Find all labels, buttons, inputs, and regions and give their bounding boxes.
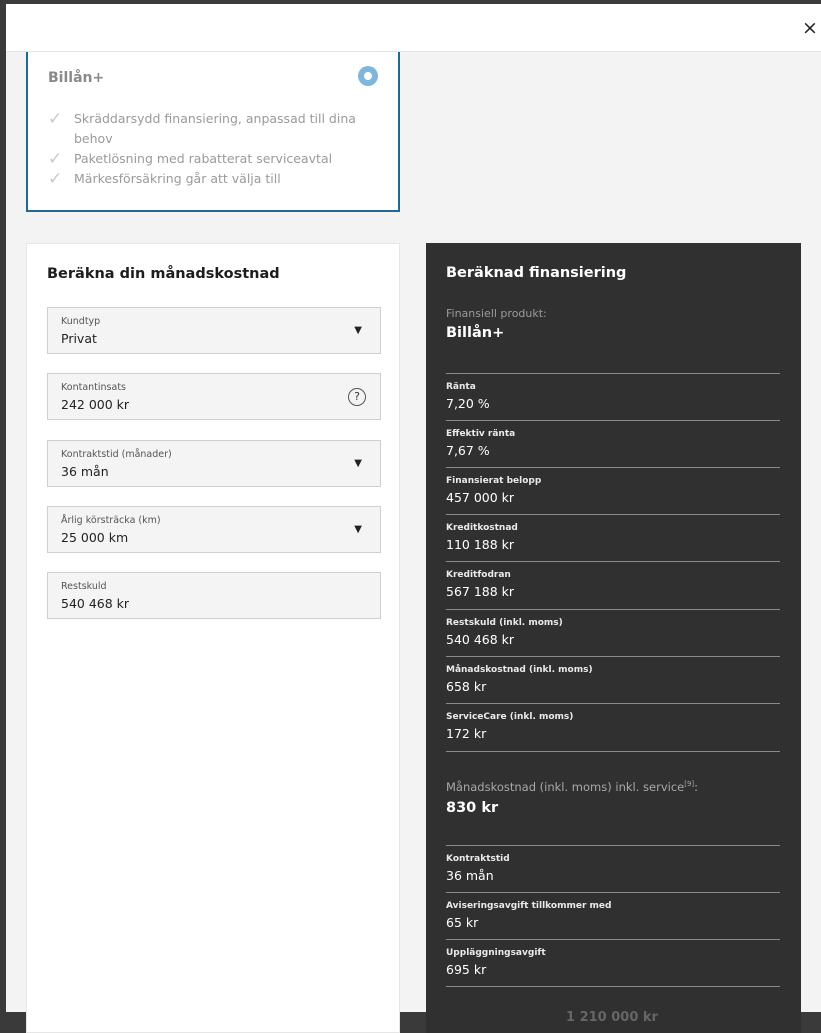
financing-summary-panel <box>426 243 801 1033</box>
modal-header <box>6 4 821 52</box>
close-icon[interactable]: × <box>802 17 818 39</box>
check-icon: ✓ <box>48 109 63 129</box>
divider <box>446 420 780 421</box>
divider <box>446 373 780 374</box>
divider <box>446 561 780 562</box>
summary-row: Uppläggningsavgift 695 kr <box>446 948 546 977</box>
footnote-ref[interactable]: [9] <box>684 780 695 789</box>
help-icon[interactable]: ? <box>348 388 366 406</box>
check-icon: ✓ <box>48 149 63 169</box>
monthly-total-value: 830 kr <box>446 800 499 816</box>
down-payment-input[interactable]: Kontantinsats 242 000 kr ? <box>47 373 381 420</box>
feature-item: ✓ Paketlösning med rabatterat serviceavtal <box>48 149 333 169</box>
divider <box>446 467 780 468</box>
caret-down-icon: ▼ <box>354 458 362 469</box>
divider <box>446 656 780 657</box>
divider <box>446 703 780 704</box>
summary-row: Aviseringsavgift tillkommer med 65 kr <box>446 901 612 930</box>
divider <box>446 986 780 987</box>
summary-row: Kreditkostnad 110 188 kr <box>446 523 518 552</box>
summary-row: Ränta 7,20 % <box>446 382 490 411</box>
product-label: Finansiell produkt: <box>446 307 547 320</box>
calculator-panel <box>26 243 400 1033</box>
feature-item: ✓ Skräddarsydd finansiering, anpassad till dina behov <box>48 109 356 146</box>
caret-down-icon: ▼ <box>354 524 362 535</box>
summary-row: ServiceCare (inkl. moms) 172 kr <box>446 712 574 741</box>
summary-row: Effektiv ränta 7,67 % <box>446 429 516 458</box>
summary-row: Finansierat belopp 457 000 kr <box>446 476 542 505</box>
check-icon: ✓ <box>48 169 63 189</box>
price-peek: 1 210 000 kr <box>566 1010 658 1025</box>
residual-debt-input[interactable]: Restskuld 540 468 kr <box>47 572 381 619</box>
divider <box>446 939 780 940</box>
monthly-total-label: Månadskostnad (inkl. moms) inkl. service[9]: <box>446 780 699 794</box>
radio-selected-icon[interactable] <box>358 66 378 86</box>
feature-list <box>48 109 368 189</box>
product-title: Billån+ <box>48 70 105 86</box>
contract-term-select[interactable]: Kontraktstid (månader) 36 mån ▼ <box>47 440 381 487</box>
divider <box>446 514 780 515</box>
caret-down-icon: ▼ <box>354 325 362 336</box>
calculator-title: Beräkna din månadskostnad <box>47 266 280 282</box>
financing-modal <box>6 4 821 1025</box>
customer-type-select[interactable]: Kundtyp Privat ▼ <box>47 307 381 354</box>
annual-mileage-select[interactable]: Årlig körsträcka (km) 25 000 km ▼ <box>47 506 381 553</box>
summary-row: Månadskostnad (inkl. moms) 658 kr <box>446 665 593 694</box>
summary-row: Kontraktstid 36 mån <box>446 854 510 883</box>
divider <box>446 892 780 893</box>
divider <box>446 609 780 610</box>
summary-row: Kreditfodran 567 188 kr <box>446 570 515 599</box>
divider <box>446 751 780 752</box>
product-value: Billån+ <box>446 325 505 341</box>
summary-title: Beräknad finansiering <box>446 265 627 281</box>
feature-item: ✓ Märkesförsäkring går att välja till <box>48 169 281 189</box>
summary-row: Restskuld (inkl. moms) 540 468 kr <box>446 618 563 647</box>
product-option-billan-plus[interactable] <box>26 52 400 212</box>
divider <box>446 845 780 846</box>
